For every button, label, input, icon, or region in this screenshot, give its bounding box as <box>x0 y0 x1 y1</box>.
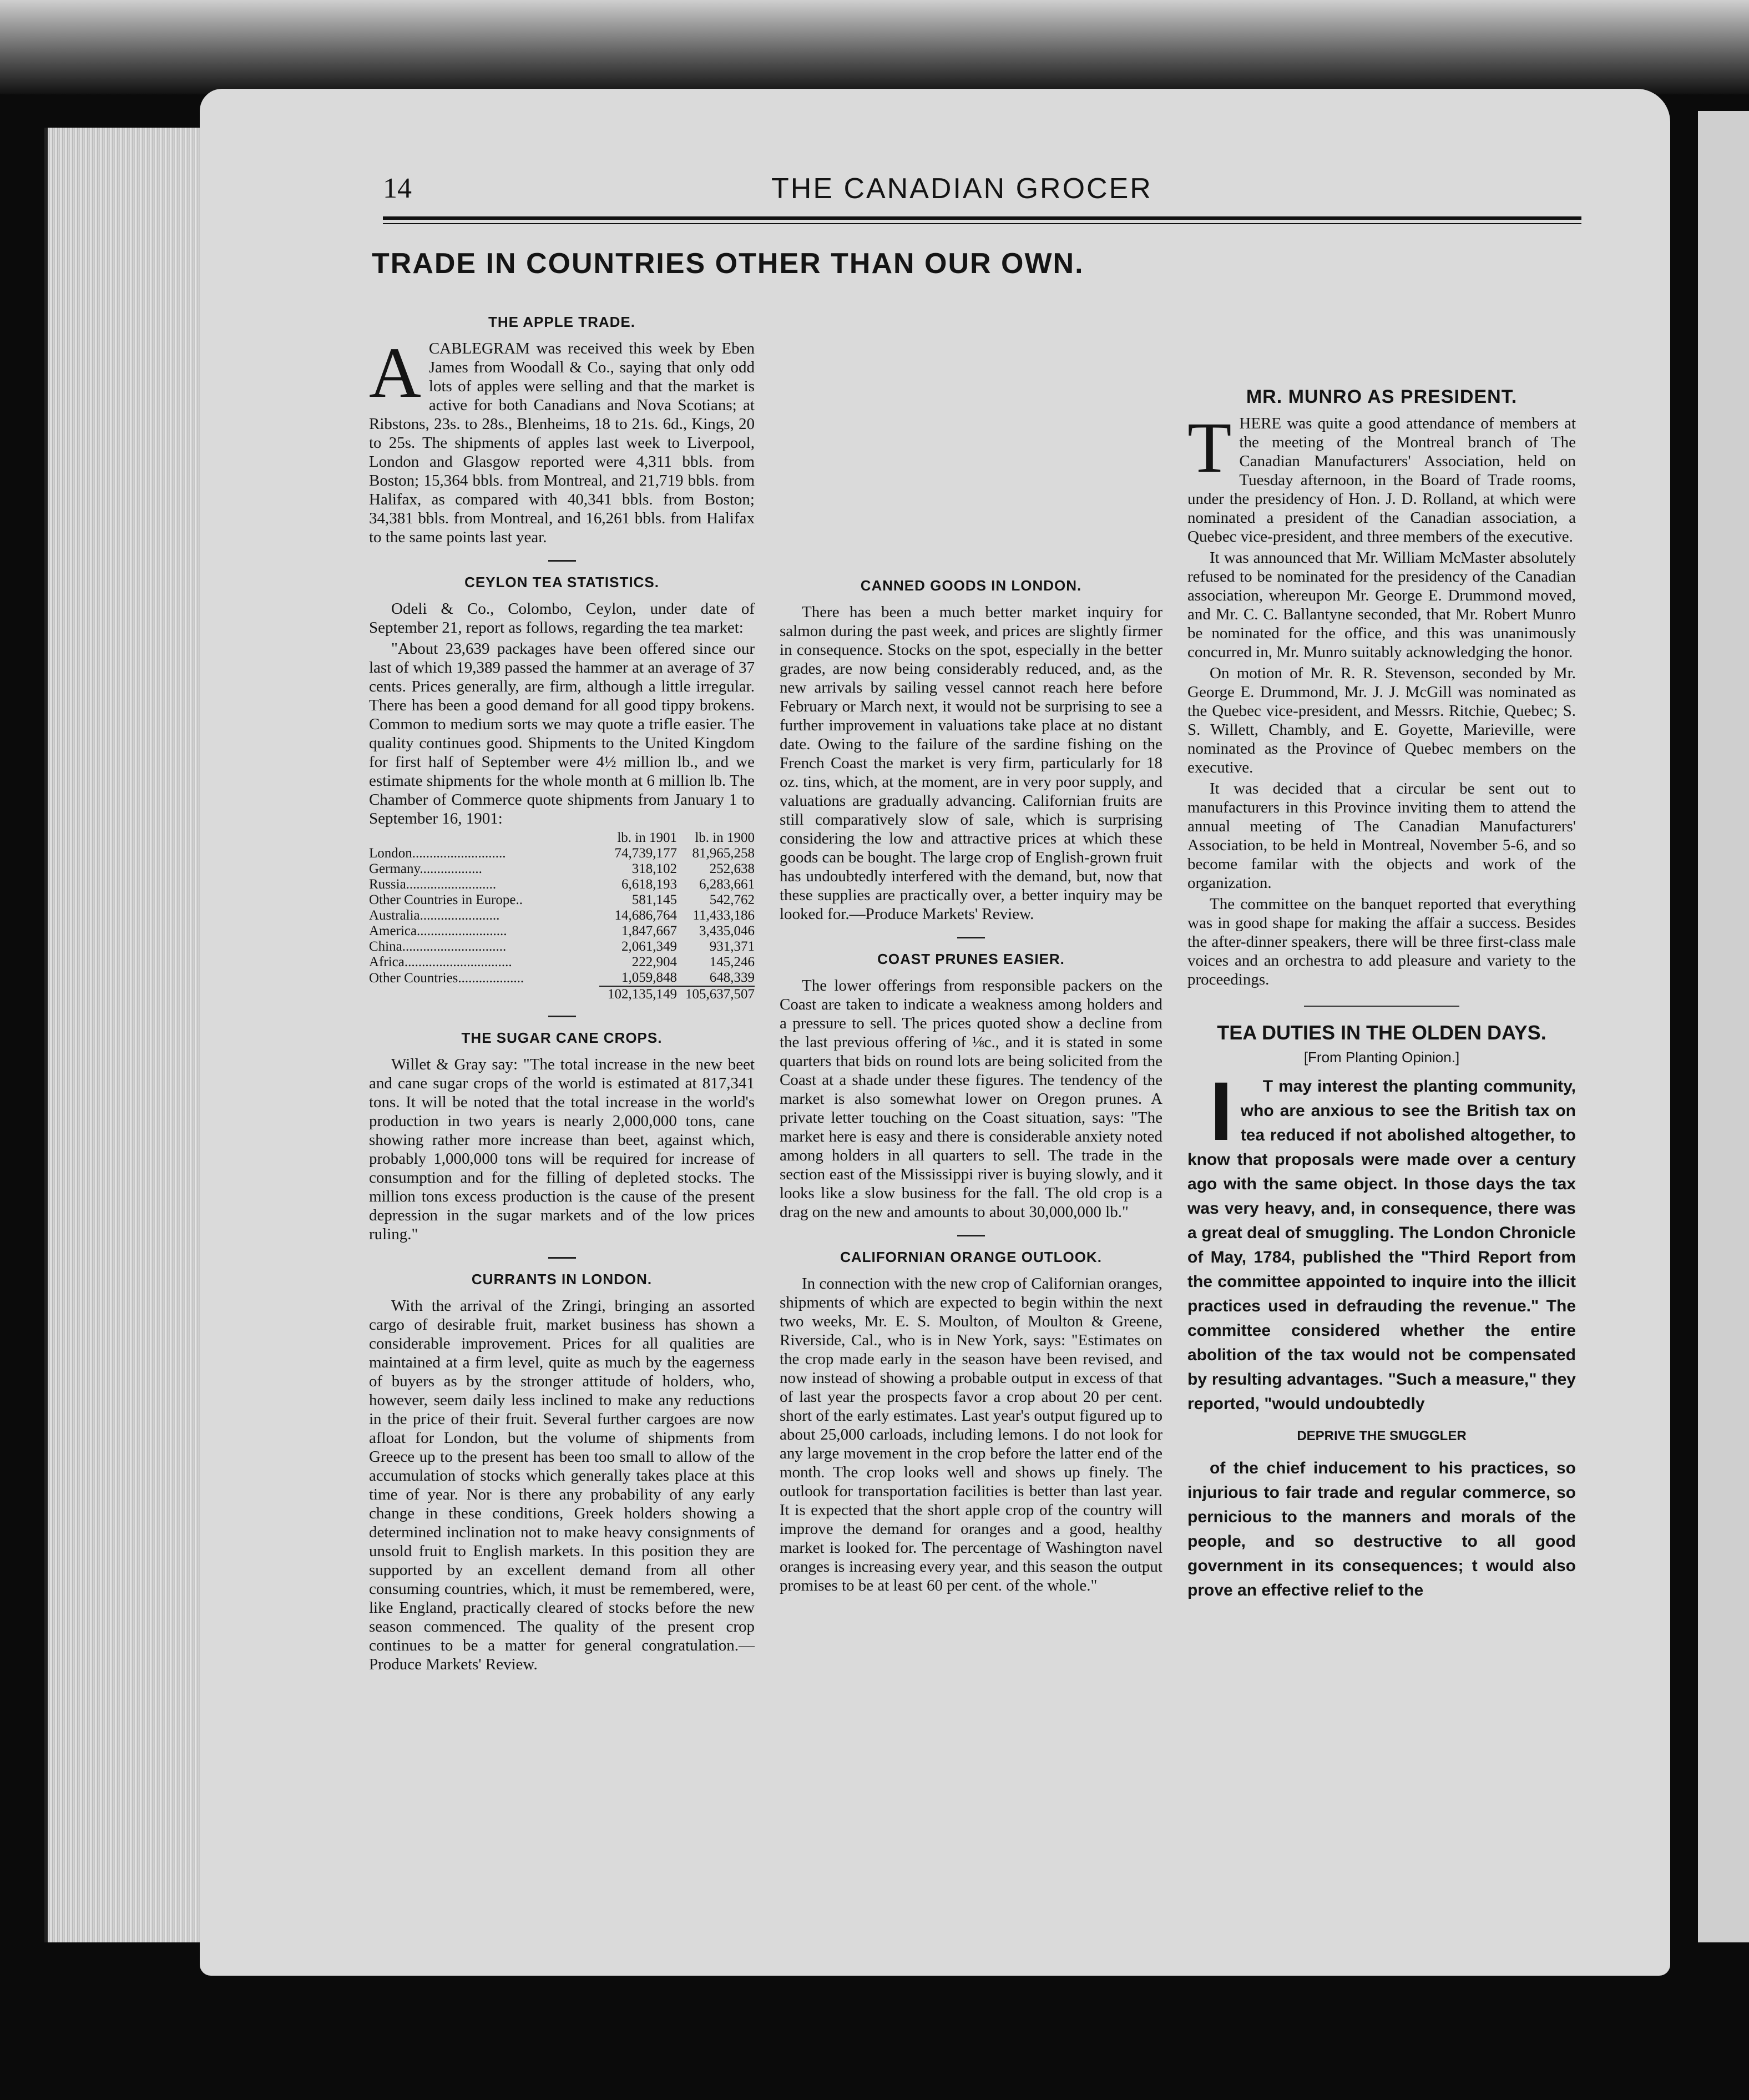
section-divider <box>548 1257 576 1259</box>
column-2 <box>780 566 1162 1597</box>
book-page-edges <box>44 128 209 1942</box>
table-cell-country: Germany.................. <box>369 861 482 876</box>
table-cell-1901: 1,847,667 <box>621 923 677 938</box>
table-row <box>369 877 755 892</box>
table-cell-1900: 11,433,186 <box>692 908 755 923</box>
tea-duties-heading: TEA DUTIES IN THE OLDEN DAYS. <box>1217 1021 1546 1044</box>
facing-page-edge <box>1698 111 1749 1942</box>
column-header-1901: lb. in 1901 <box>617 830 677 845</box>
ceylon-tea-report: "About 23,639 packages have been offered since our last of which 19,389 passed the hammer at an average of 37 cents. Prices generally, are firm, although a little irregular. There has been a good demand for all good tippy brokens. Common to medium sorts we may quote a trifle easier. The quality continues good. Shipments to the United Kingdom for first half of September were 4½ million lb., and we estimate shipments for the whole month at 6 million lb. The Chamber of Commerce quote shipments from January 1 to September 16, 1901: <box>369 640 755 827</box>
currants-heading: CURRANTS IN LONDON. <box>471 1271 653 1288</box>
munro-text-3: On motion of Mr. R. R. Stevenson, seconded by Mr. George E. Drummond, Mr. J. J. McGill was nominated as the Quebec vice-president, and Messrs. Ritchie, Quebec; S. S. Willett, Chambly, and E. Goyette, Marieville, were nominated as the Province of Quebec members on the executive. <box>1187 664 1576 776</box>
table-cell-1901: 6,618,193 <box>621 877 677 892</box>
table-cell-country: Africa............................... <box>369 955 512 970</box>
munro-text-2: It was announced that Mr. William McMaster absolutely refused to be nominated for the presidency of the Canadian association, whereupon Mr. George E. Drummond moved, and Mr. C. C. Ballantyne seconded, that Mr. Robert Munro be nominated for the office, and this was unanimously concurred in, Mr. Munro suitably acknowledging the honor. <box>1187 549 1576 661</box>
table-row <box>369 955 755 970</box>
canned-goods-text: There has been a much better market inquiry for salmon during the past week, and prices are slightly firmer in consequence. Stocks on the spot, especially in the better grades, are now being considerably reduced, and, as the new arrivals by sailing vessel cannot reach here before February or March next, it would not be surprising to see a further improvement in valuations take place at no distant date. Owing to the failure of the sardine fishing on the French Coast the market is very firm, particularly for 18 oz. tins, which, at the moment, are in very poor supply, and valuations are gradually advancing. Californian fruits are still comparatively slow of sale, which is surprising considering the low and attractive prices at which these goods can be bought. The large crop of English-grown fruit has undoubtedly interfered with the demand, but, now that these supplies are practically over, a better inquiry may be looked for.—Produce Markets' Review. <box>780 603 1162 923</box>
munro-text-1: THERE was quite a good attendance of members at the meeting of the Montreal branch of The Canadian Manufacturers' Association, held on Tuesday afternoon, in the Board of Trade rooms, under the presidency of Hon. J. D. Rolland, at which were nominated a president of the Canadian association, a Quebec vice-president, and three members of the executive. <box>1187 408 1576 546</box>
canned-goods-heading: CANNED GOODS IN LONDON. <box>860 577 1082 594</box>
tea-shipments-table <box>369 830 755 1002</box>
table-row <box>369 892 755 908</box>
table-cell-country: Russia.......................... <box>369 877 497 892</box>
table-total-row <box>369 986 755 1002</box>
drop-cap: I <box>1210 1064 1233 1158</box>
drop-cap: A <box>369 333 421 413</box>
section-divider <box>548 560 576 562</box>
table-cell-1900: 931,371 <box>709 939 755 954</box>
table-cell-country: China.............................. <box>369 939 507 954</box>
table-cell-country: Other Countries................... <box>369 970 524 986</box>
column-header-1900: lb. in 1900 <box>695 830 755 845</box>
section-divider <box>548 1016 576 1017</box>
table-cell-1901: 318,102 <box>631 861 677 876</box>
apple-trade-heading: THE APPLE TRADE. <box>488 314 635 330</box>
sugar-cane-heading: THE SUGAR CANE CROPS. <box>461 1029 663 1046</box>
table-cell-1900: 542,762 <box>709 892 755 907</box>
table-cell-1901: 74,739,177 <box>614 846 677 861</box>
table-cell-country: America.......................... <box>369 923 507 938</box>
table-cell-1901: 581,145 <box>631 892 677 907</box>
ceylon-tea-heading: CEYLON TEA STATISTICS. <box>464 574 659 590</box>
table-cell-1900: 648,339 <box>709 970 755 985</box>
drop-cap: T <box>1187 408 1232 488</box>
apple-trade-text: ACABLEGRAM was received this week by Eben James from Woodall & Co., saying that only odd lots of apples were selling and that the market is active for both Canadians and Nova Scotians; at Ribstons, 23s. to 28s., Blenheims, 18 to 21s. 6d., Kings, 20 to 25s. The shipments of apples last week to Liverpool, London and Glasgow reported were 4,311 bbls. from Boston; 15,364 bbls. from Montreal, and 21,719 bbls. from Halifax, as compared with 40,341 bbls. from Boston; 34,381 bbls. from Montreal, and 16,261 bbls. from Halifax to the same points last year. <box>369 333 755 546</box>
table-cell-1900: 3,435,046 <box>699 923 755 938</box>
total-1901: 102,135,149 <box>599 986 677 1002</box>
table-row <box>369 846 755 861</box>
main-heading: TRADE IN COUNTRIES OTHER THAN OUR OWN. <box>372 248 1084 280</box>
section-divider <box>957 937 985 938</box>
section-divider <box>1304 1006 1459 1007</box>
californian-orange-heading: CALIFORNIAN ORANGE OUTLOOK. <box>840 1249 1102 1265</box>
page-header <box>383 172 1210 211</box>
table-cell-1900: 81,965,258 <box>692 846 755 861</box>
tea-duties-subheading: DEPRIVE THE SMUGGLER <box>1297 1428 1467 1443</box>
ceylon-tea-intro: Odeli & Co., Colombo, Ceylon, under date of September 21, report as follows, regarding the tea market: <box>369 600 755 637</box>
coast-prunes-text: The lower offerings from responsible packers on the Coast are taken to indicate a weakness among holders and a pressure to sell. The prices quoted show a decline from the last previous offering of ⅛c., and it is stated in some quarters that bids on round lots are being solicited from the Coast at a shade under these figures. The tendency of the market is also somewhat lower on Oregon prunes. A private letter touching on the Coast situation, says: "The market here is easy and there is considerable anxiety noted among holders in all quarters to sell. The trade in the section east of the Mississippi river is buying slowly, and it looks like a slow business for the fall. The old crop is a drag on the new and amounts to about 30,000,000 lb." <box>780 977 1162 1221</box>
table-cell-1900: 252,638 <box>709 861 755 876</box>
table-row <box>369 923 755 939</box>
column-3 <box>1187 377 1576 1603</box>
table-row <box>369 908 755 923</box>
table-row <box>369 939 755 955</box>
table-cell-1901: 222,904 <box>631 955 677 970</box>
header-rule-thin <box>383 223 1581 224</box>
scan-background <box>0 0 1749 94</box>
tea-duties-source: [From Planting Opinion.] <box>1303 1049 1460 1066</box>
table-cell-country: Other Countries in Europe.. <box>369 892 523 907</box>
table-row <box>369 861 755 877</box>
page-number: 14 <box>383 173 412 204</box>
tea-duties-text-2: of the chief inducement to his practices, so injurious to fair trade and regular commerce, so pernicious to the manners and morals of the people, and so destructive to all good government in its consequences; t would also prove an effective relief to the <box>1187 1459 1576 1599</box>
currants-text: With the arrival of the Zringi, bringing an assorted cargo of desirable fruit, market business has shown a considerable improvement. Prices for all qualities are maintained at a firm level, quite as much by the eagerness of buyers as by the stronger attitude of holders, who, however, seem daily less inclined to make any reductions in the price of their fruit. Several further cargoes are now afloat for London, but the volume of shipments from Greece up to the present has been too small to allow of the accumulation of stocks which generally takes place at this time of year. Nor is there any probability of any early change in these conditions, Greek holders showing a determined inclination not to make heavy consignments of unsold fruit to English markets. In this position they are supported by an excellent demand from all other consuming countries, which, it must be remembered, were, like England, practically cleared of stocks before the new season commenced. The quality of the present crop continues to be a matter for general congratulation.—Produce Markets' Review. <box>369 1297 755 1673</box>
total-1900: 105,637,507 <box>677 986 755 1002</box>
sugar-cane-text: Willet & Gray say: "The total increase in the new beet and cane sugar crops of the world is estimated at 817,341 tons. It will be noted that the total increase in the world's production in two years is nearly 2,000,000 tons, cane showing rather more increase than beet, against which, probably 1,000,000 tons will be required for increase of consumption and for the filling of depleted stocks. The million tons excess production is the cause of the present depression in the sugar markets and of the low prices ruling." <box>369 1056 755 1243</box>
table-cell-country: London........................... <box>369 846 506 861</box>
table-row <box>369 970 755 986</box>
table-cell-1901: 14,686,764 <box>614 908 677 923</box>
munro-text-4: It was decided that a circular be sent out to manufacturers in this Province inviting them to attend the annual meeting of The Canadian Manufacturers' Association, to be held in Montreal, November 5-6, and so become familar with the objects and work of the organization. <box>1187 780 1576 892</box>
table-header-row <box>369 830 755 846</box>
table-cell-1901: 1,059,848 <box>621 970 677 985</box>
table-cell-1900: 6,283,661 <box>699 877 755 892</box>
tea-duties-text-1: I T may interest the planting community, who are anxious to see the British tax on tea reduced if not abolished altogether, to know that proposals were made over a century ago with the same object. In those days the tax was very heavy, and, in consequence, there was a great deal of smuggling. The London Chronicle of May, 1784, published the "Third Report from the committee appointed to inquire into the illicit practices used in defrauding the revenue." The committee considered whether the entire abolition of the tax would not be compensated by resulting advantages. "Such a measure," they reported, "would undoubtedly <box>1187 1064 1576 1413</box>
munro-heading: MR. MUNRO AS PRESIDENT. <box>1246 386 1518 407</box>
section-divider <box>957 1235 985 1236</box>
table-cell-1901: 2,061,349 <box>621 939 677 954</box>
californian-orange-text: In connection with the new crop of Californian oranges, shipments of which are expected to begin within the next two weeks, Mr. E. S. Moulton, of Moulton & Greene, Riverside, Cal., who is in New York, says: "Estimates on the crop made early in the season have been revised, and now instead of showing a probable output in excess of that of last year the prospects favor a crop about 20 per cent. short of the early estimates. Last year's output figured up to about 25,000 carloads, including lemons. I do not look for any large movement in the crop before the latter end of the month. The crop looks well and shows up finely. The outlook for transportation facilities is better than last year. It is expected that the short apple crop of the country will improve the demand for oranges and a good, healthy market is looked for. The percentage of Washington navel oranges is increasing every year, and this season the output promises to be at least 60 per cent. of the whole." <box>780 1275 1162 1594</box>
column-1 <box>369 302 755 1676</box>
tea-duties-body <box>1187 1064 1576 1603</box>
munro-text-5: The committee on the banquet reported that everything was in good shape for making the affair a success. Besides the after-dinner speakers, there will be three first-class male voices and an orchestra to add pleasure and variety to the proceedings. <box>1187 895 1576 988</box>
coast-prunes-heading: COAST PRUNES EASIER. <box>877 951 1065 967</box>
running-title: THE CANADIAN GROCER <box>771 173 1152 205</box>
header-rule <box>383 216 1581 220</box>
table-cell-country: Australia....................... <box>369 908 500 923</box>
table-cell-1900: 145,246 <box>709 955 755 970</box>
